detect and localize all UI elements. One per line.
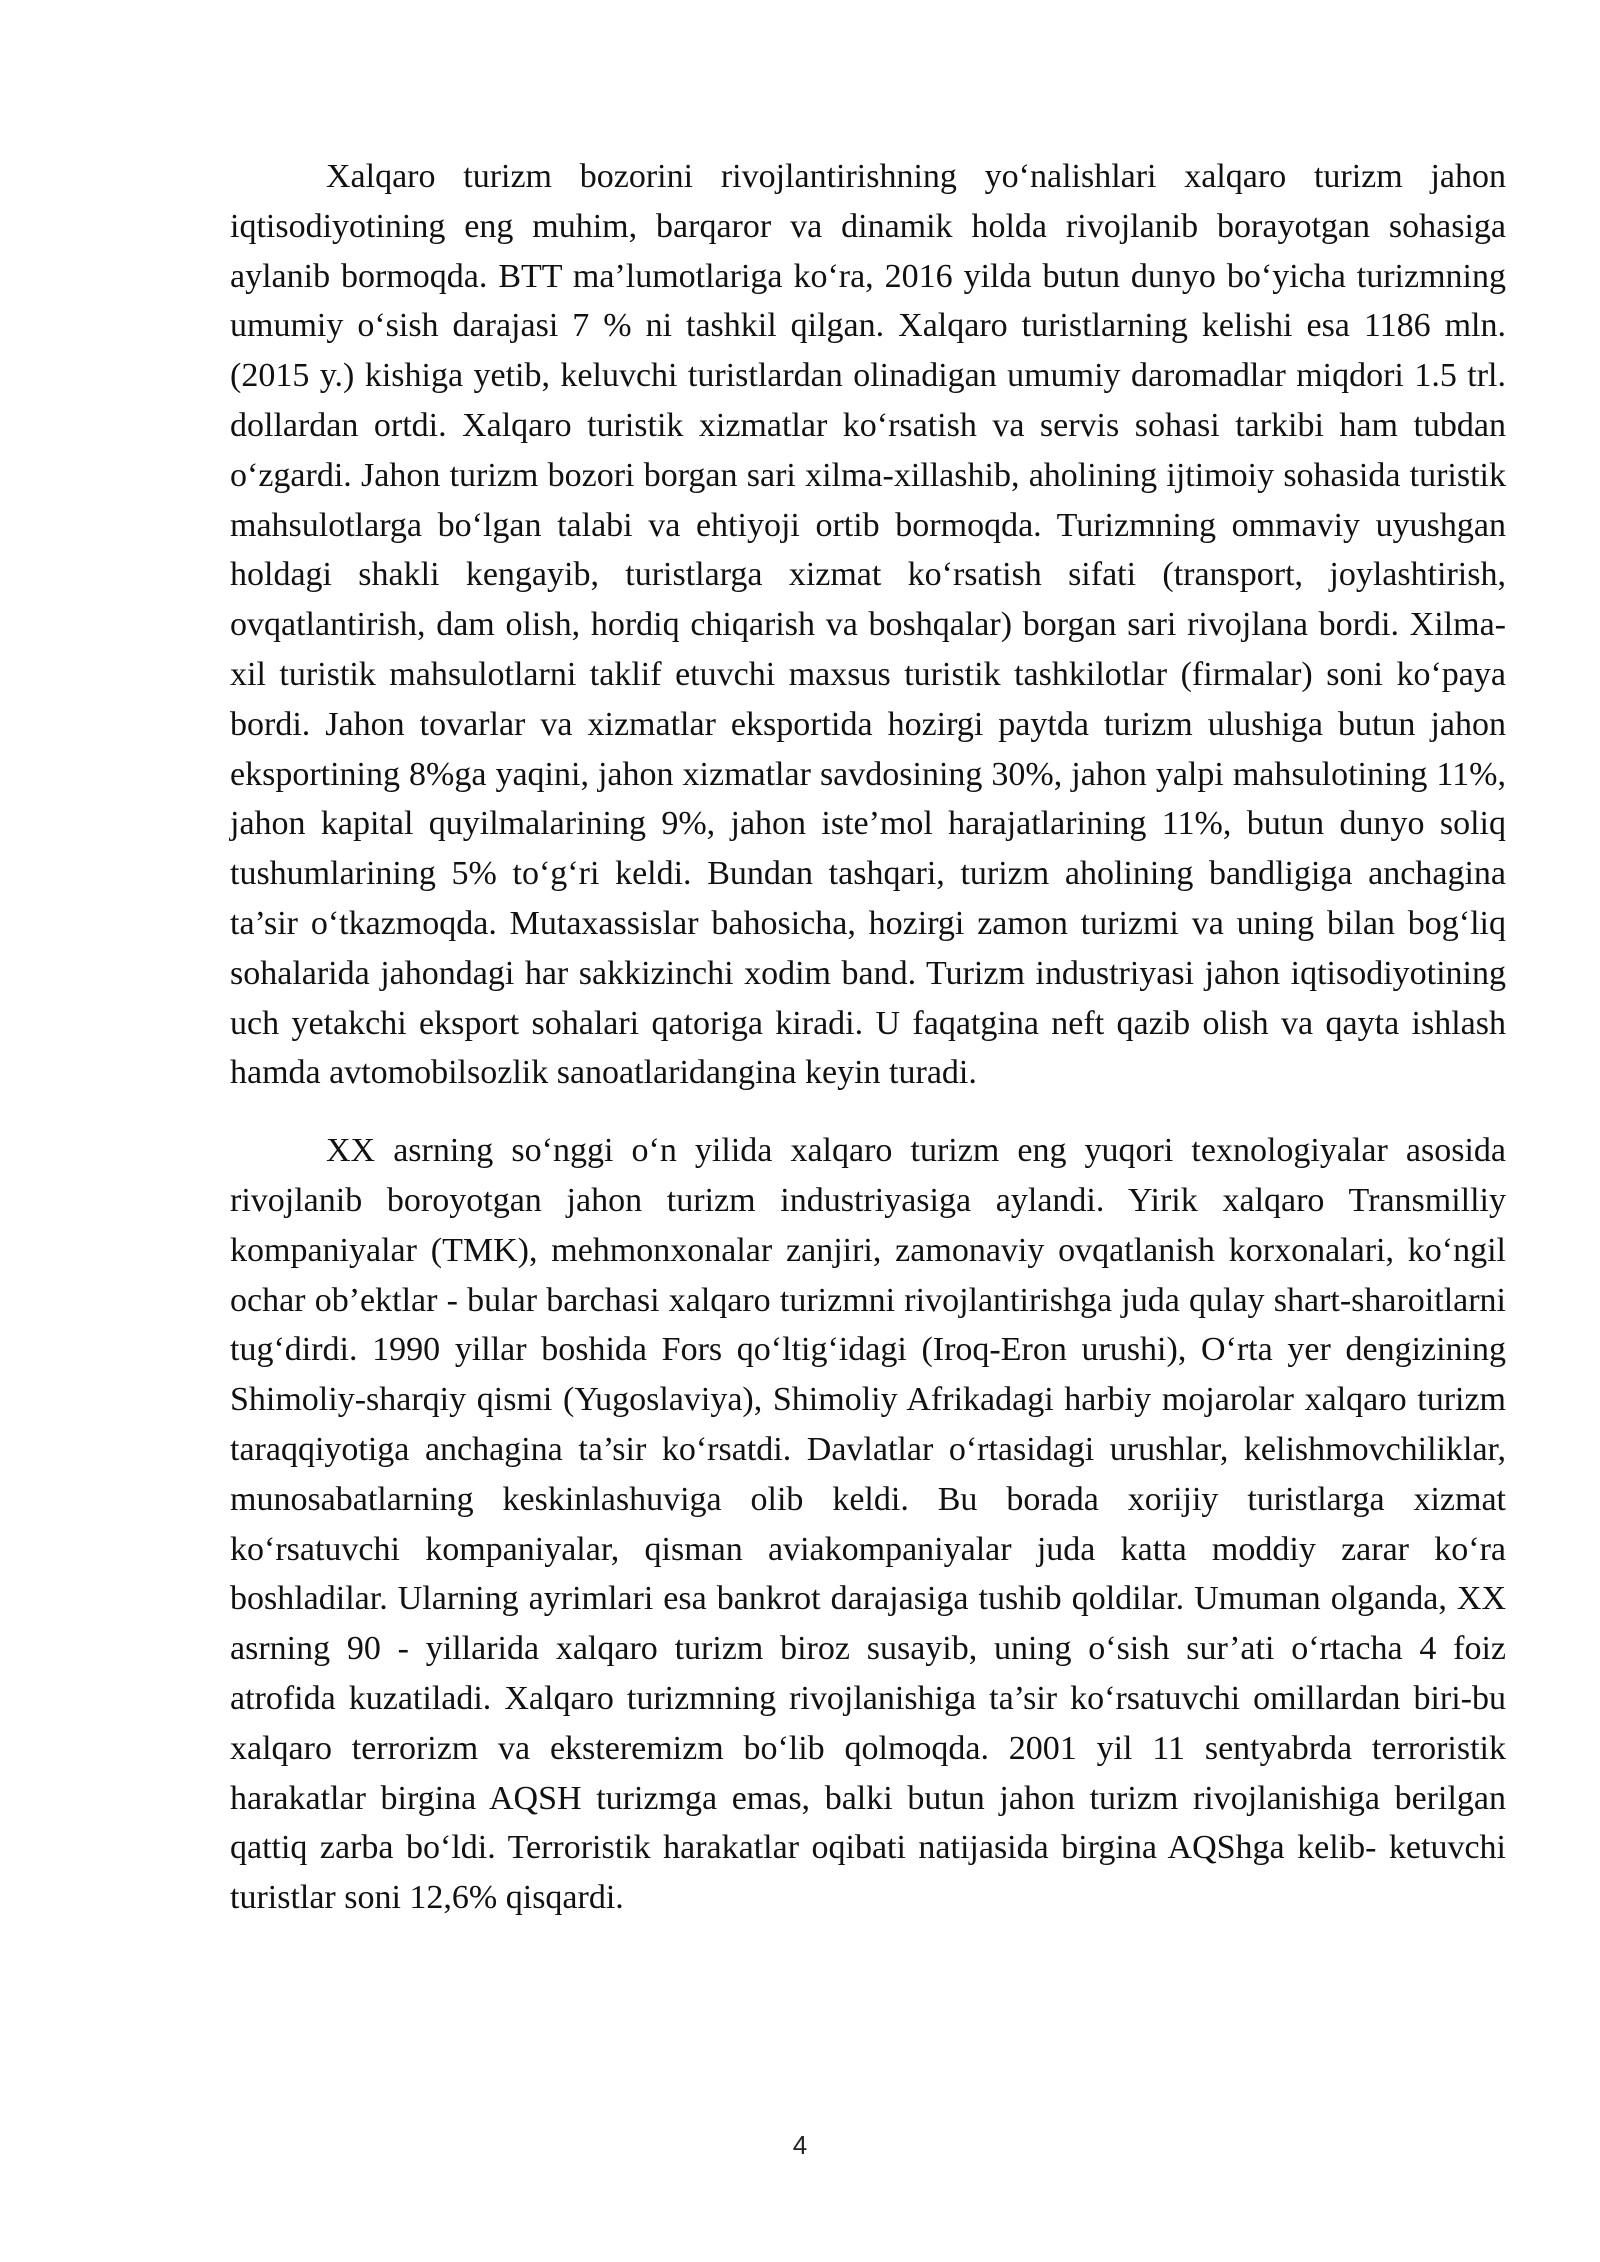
page-number: 4	[792, 2130, 808, 2160]
body-paragraph-2: XX asrning so‘nggi o‘n yilida xalqaro turizm eng yuqori texnologiyalar asosida rivojlanib boroyotgan jahon turizm industriyasiga aylandi. Yirik xalqaro Transmilliy kompaniyalar (TMK), mehmonxonalar zanjiri, zamonaviy ovqatlanish korxonalari, ko‘ngil ochar ob’ektlar - bular barchasi xalqaro turizmni rivojlantirishga juda qulay shart-sharoitlarni tug‘dirdi. 1990 yillar boshida Fors qo‘ltig‘idagi (Iroq-Eron urushi), O‘rta yer dengizining Shimoliy-sharqiy qismi (Yugoslaviya), Shimoliy Afrikadagi harbiy mojarolar xalqaro turizm taraqqiyotiga anchagina ta’sir ko‘rsatdi. Davlatlar o‘rtasidagi urushlar, kelishmovchiliklar, munosabatlarning keskinlashuviga olib keldi. Bu borada xorijiy turistlarga xizmat ko‘rsatuvchi kompaniyalar, qisman aviakompaniyalar juda katta moddiy zarar ko‘ra boshladilar. Ularning ayrimlari esa bankrot darajasiga tushib qoldilar. Umuman olganda, XX asrning 90 - yillarida xalqaro turizm biroz susayib, uning o‘sish sur’ati o‘rtacha 4 foiz atrofida kuzatiladi. Xalqaro turizmning rivojlanishiga ta’sir ko‘rsatuvchi omillardan biri-bu xalqaro terrorizm va eksteremizm bo‘lib qolmoqda. 2001 yil 11 sentyabrda terroristik harakatlar birgina AQSH turizmga emas, balki butun jahon turizm rivojlanishiga berilgan qattiq zarba bo‘ldi. Terroristik harakatlar oqibati natijasida birgina AQShga kelib- ketuvchi turistlar soni 12,6% qisqardi.	[230, 1132, 1506, 1917]
body-paragraph-1: Xalqaro turizm bozorini rivojlantirishning yo‘nalishlari xalqaro turizm jahon iqtisodiyotining eng muhim, barqaror va dinamik holda rivojlanib borayotgan sohasiga aylanib bormoqda. BTT ma’lumotlariga ko‘ra, 2016 yilda butun dunyo bo‘yicha turizmning umumiy o‘sish darajasi 7 % ni tashkil qilgan. Xalqaro turistlarning kelishi esa 1186 mln. (2015 y.) kishiga yetib, keluvchi turistlardan olinadigan umumiy daromadlar miqdori 1.5 trl. dollardan ortdi. Xalqaro turistik xizmatlar ko‘rsatish va servis sohasi tarkibi ham tubdan o‘zgardi. Jahon turizm bozori borgan sari xilma-xillashib, aholining ijtimoiy sohasida turistik mahsulotlarga bo‘lgan talabi va ehtiyoji ortib bormoqda. Turizmning ommaviy uyushgan holdagi shakli kengayib, turistlarga xizmat ko‘rsatish sifati (transport, joylashtirish, ovqatlantirish, dam olish, hordiq chiqarish va boshqalar) borgan sari rivojlana bordi. Xilma-xil turistik mahsulotlarni taklif etuvchi maxsus turistik tashkilotlar (firmalar) soni ko‘paya bordi. Jahon tovarlar va xizmatlar eksportida hozirgi paytda turizm ulushiga butun jahon eksportining 8%ga yaqini, jahon xizmatlar savdosining 30%, jahon yalpi mahsulotining 11%, jahon kapital quyilmalarining 9%, jahon iste’mol harajatlarining 11%, butun dunyo soliq tushumlarining 5% to‘g‘ri keldi. Bundan tashqari, turizm aholining bandligiga anchagina ta’sir o‘tkazmoqda. Mutaxassislar bahosicha, hozirgi zamon turizmi va uning bilan bog‘liq sohalarida jahondagi har sakkizinchi xodim band. Turizm industriyasi jahon iqtisodiyotining uch yetakchi eksport sohalari qatoriga kiradi. U faqatgina neft qazib olish va qayta ishlash hamda avtomobilsozlik sanoatlaridangina keyin turadi.	[230, 158, 1506, 1092]
document-page	[230, 152, 1506, 1923]
